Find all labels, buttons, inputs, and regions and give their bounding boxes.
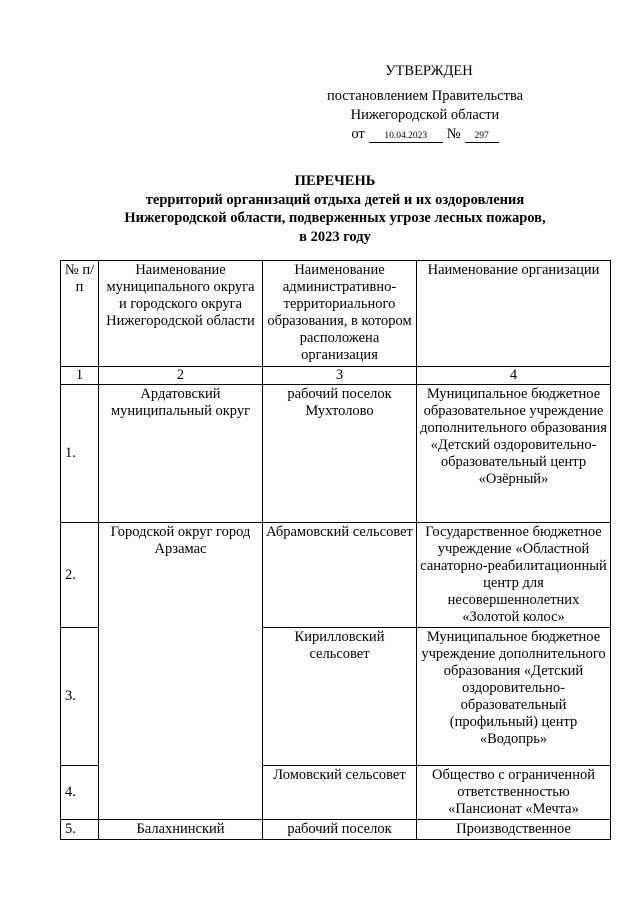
table-row: [61, 820, 611, 840]
row-number: 5.: [61, 820, 99, 840]
document-title: [60, 172, 610, 246]
header-territory: Наименование административно-территориального образования, в котором расположена организация: [263, 261, 417, 367]
row-number: 2.: [61, 523, 99, 628]
row-district: Балахнинский: [99, 820, 263, 840]
column-number-row: [61, 367, 611, 385]
title-line-2: Нижегородской области, подверженных угрозе лесных пожаров,: [124, 210, 546, 226]
row-territory: Кирилловский сельсовет: [263, 628, 417, 766]
row-district: Ардатовский муниципальный округ: [99, 385, 263, 523]
row-organization: Общество с ограниченной ответственностью «Пансионат «Мечта»: [417, 766, 611, 820]
row-territory: рабочий поселок: [263, 820, 417, 840]
row-organization: Производственное: [417, 820, 611, 840]
approval-stamp: [300, 62, 550, 144]
row-territory: рабочий поселок Мухтолово: [263, 385, 417, 523]
title-line-3: в 2023 году: [299, 228, 371, 245]
territories-table: [60, 260, 611, 840]
approved-label: УТВЕРЖДЕН: [385, 63, 473, 79]
row-organization: Муниципальное бюджетное учреждение дополнительного образования «Детский оздоровительно-образовательный (профильный) центр «Водопрь»: [417, 628, 611, 766]
header-organization: Наименование организации: [417, 261, 611, 367]
title-line-1: территорий организаций отдыха детей и их оздоровления: [145, 191, 525, 208]
column-number: 1: [61, 367, 99, 385]
decree-number: 297: [465, 130, 499, 143]
column-number: 4: [417, 367, 611, 385]
title-heading: ПЕРЕЧЕНЬ: [294, 173, 376, 189]
row-number: 3.: [61, 628, 99, 766]
table-header-row: [61, 261, 611, 367]
row-number: 1.: [61, 385, 99, 523]
decree-from-label: от: [351, 126, 365, 142]
decree-date: 10.04.2023: [369, 130, 443, 143]
column-number: 3: [263, 367, 417, 385]
row-number: 4.: [61, 766, 99, 820]
header-number: № п/п: [61, 261, 99, 367]
row-organization: Государственное бюджетное учреждение «Областной санаторно-реабилитационный центр для несовершеннолетних «Золотой колос»: [417, 523, 611, 628]
table-row: [61, 385, 611, 523]
column-number: 2: [99, 367, 263, 385]
decree-number-sign: №: [446, 126, 461, 142]
decree-reference: [300, 125, 550, 144]
approval-line-2: Нижегородской области: [350, 107, 500, 123]
row-territory: Ломовский сельсовет: [263, 766, 417, 820]
header-district: Наименование муниципального округа и городского округа Нижегородской области: [99, 261, 263, 367]
row-organization: Муниципальное бюджетное образовательное учреждение дополнительного образования «Детский оздоровительно-образовательный центр «Озёрный»: [417, 385, 611, 523]
approval-line-1: постановлением Правительства: [326, 88, 524, 104]
row-district: Городской округ город Арзамас: [99, 523, 263, 820]
row-territory: Абрамовский сельсовет: [263, 523, 417, 628]
table-row: [61, 523, 611, 628]
